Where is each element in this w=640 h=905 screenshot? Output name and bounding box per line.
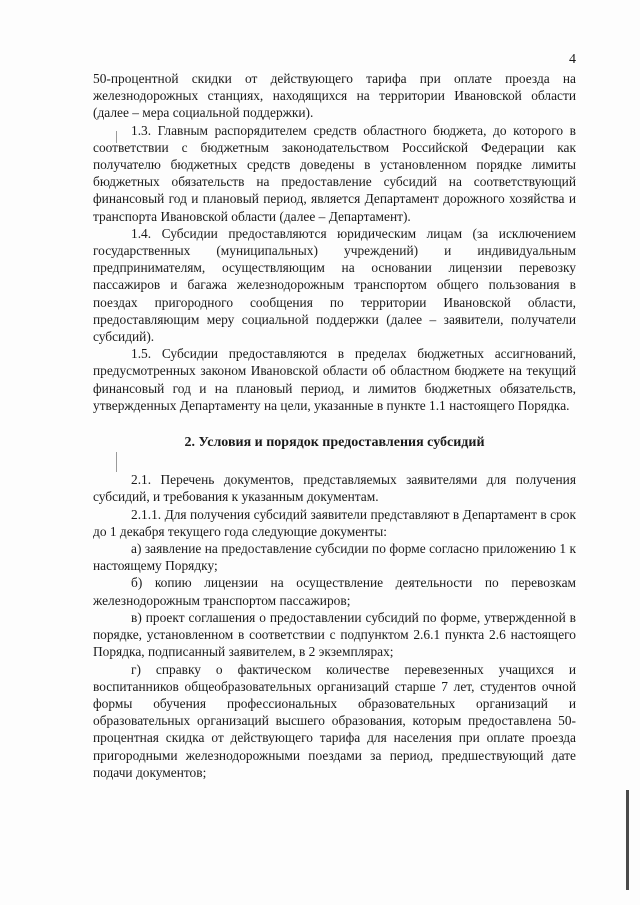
document-body: [93, 70, 576, 781]
list-item-v: в) проект соглашения о предоставлении субсидий по форме, утвержденной в порядке, установленном в соответствии с подпунктом 2.6.1 пункта 2.6 настоящего Порядка, подписанный заявителем, в 2 экземплярах;: [93, 609, 576, 660]
paragraph-2-1: 2.1. Перечень документов, представляемых заявителями для получения субсидий, и требования к указанным документам.: [93, 472, 576, 505]
paragraph-1-3: 1.3. Главным распорядителем средств областного бюджета, до которого в соответствии с бюджетным законодательством Российской Федерации как получателю бюджетных средств доведены в установленном порядке лимиты бюджетных обязательств на предоставление субсидий на соответствующий финансовый год и плановый период, является Департамент дорожного хозяйства и транспорта Ивановской области (далее – Департамент).: [93, 122, 576, 224]
paragraph-1-5: 1.5. Субсидии предоставляются в пределах бюджетных ассигнований, предусмотренных законом Ивановской области об областном бюджете на текущий финансовый год и на плановый период, и лимитов бюджетных обязательств, утвержденных Департаменту на цели, указанные в пункте 1.1 настоящего Порядка.: [93, 346, 576, 413]
paragraph: 50-процентной скидки от действующего тарифа при оплате проезда на железнодорожных станциях, находящихся на территории Ивановской области (далее – мера социальной поддержки).: [93, 71, 576, 121]
paragraph-1-4: 1.4. Субсидии предоставляются юридическим лицам (за исключением государственных (муниципальных) учреждений) и индивидуальным предпринимателям, осуществляющим на основании лицензии перевозку пассажиров и багажа железнодорожным транспортом общего пользования в поездах пригородного сообщения по территории Ивановской области, предоставляющим меру социальной поддержки (далее – заявители, получатели субсидий).: [93, 225, 576, 345]
section-heading: 2. Условия и порядок предоставления субсидий: [184, 435, 485, 451]
list-item-b: б) копию лицензии на осуществление деятельности по перевозкам железнодорожным транспортом пассажиров;: [93, 575, 576, 608]
list-item-g: г) справку о фактическом количестве перевезенных учащихся и воспитанников общеобразовательных организаций старше 7 лет, студентов очной формы обучения профессиональных образовательных организаций и образовательных организаций высшего образования, которым предоставлена 50-процентная скидка от действующего тарифа для населения при оплате проезда пригородными железнодорожными поездами за период, предшествующий дате подачи документов;: [93, 661, 576, 780]
page-number: 4: [569, 52, 576, 67]
scan-edge-line: [626, 790, 629, 890]
list-item-a: а) заявление на предоставление субсидии по форме согласно приложению 1 к настоящему Порядку;: [93, 541, 576, 574]
paragraph-2-1-1: 2.1.1. Для получения субсидий заявители представляют в Департамент в срок до 1 декабря текущего года следующие документы:: [93, 506, 576, 539]
